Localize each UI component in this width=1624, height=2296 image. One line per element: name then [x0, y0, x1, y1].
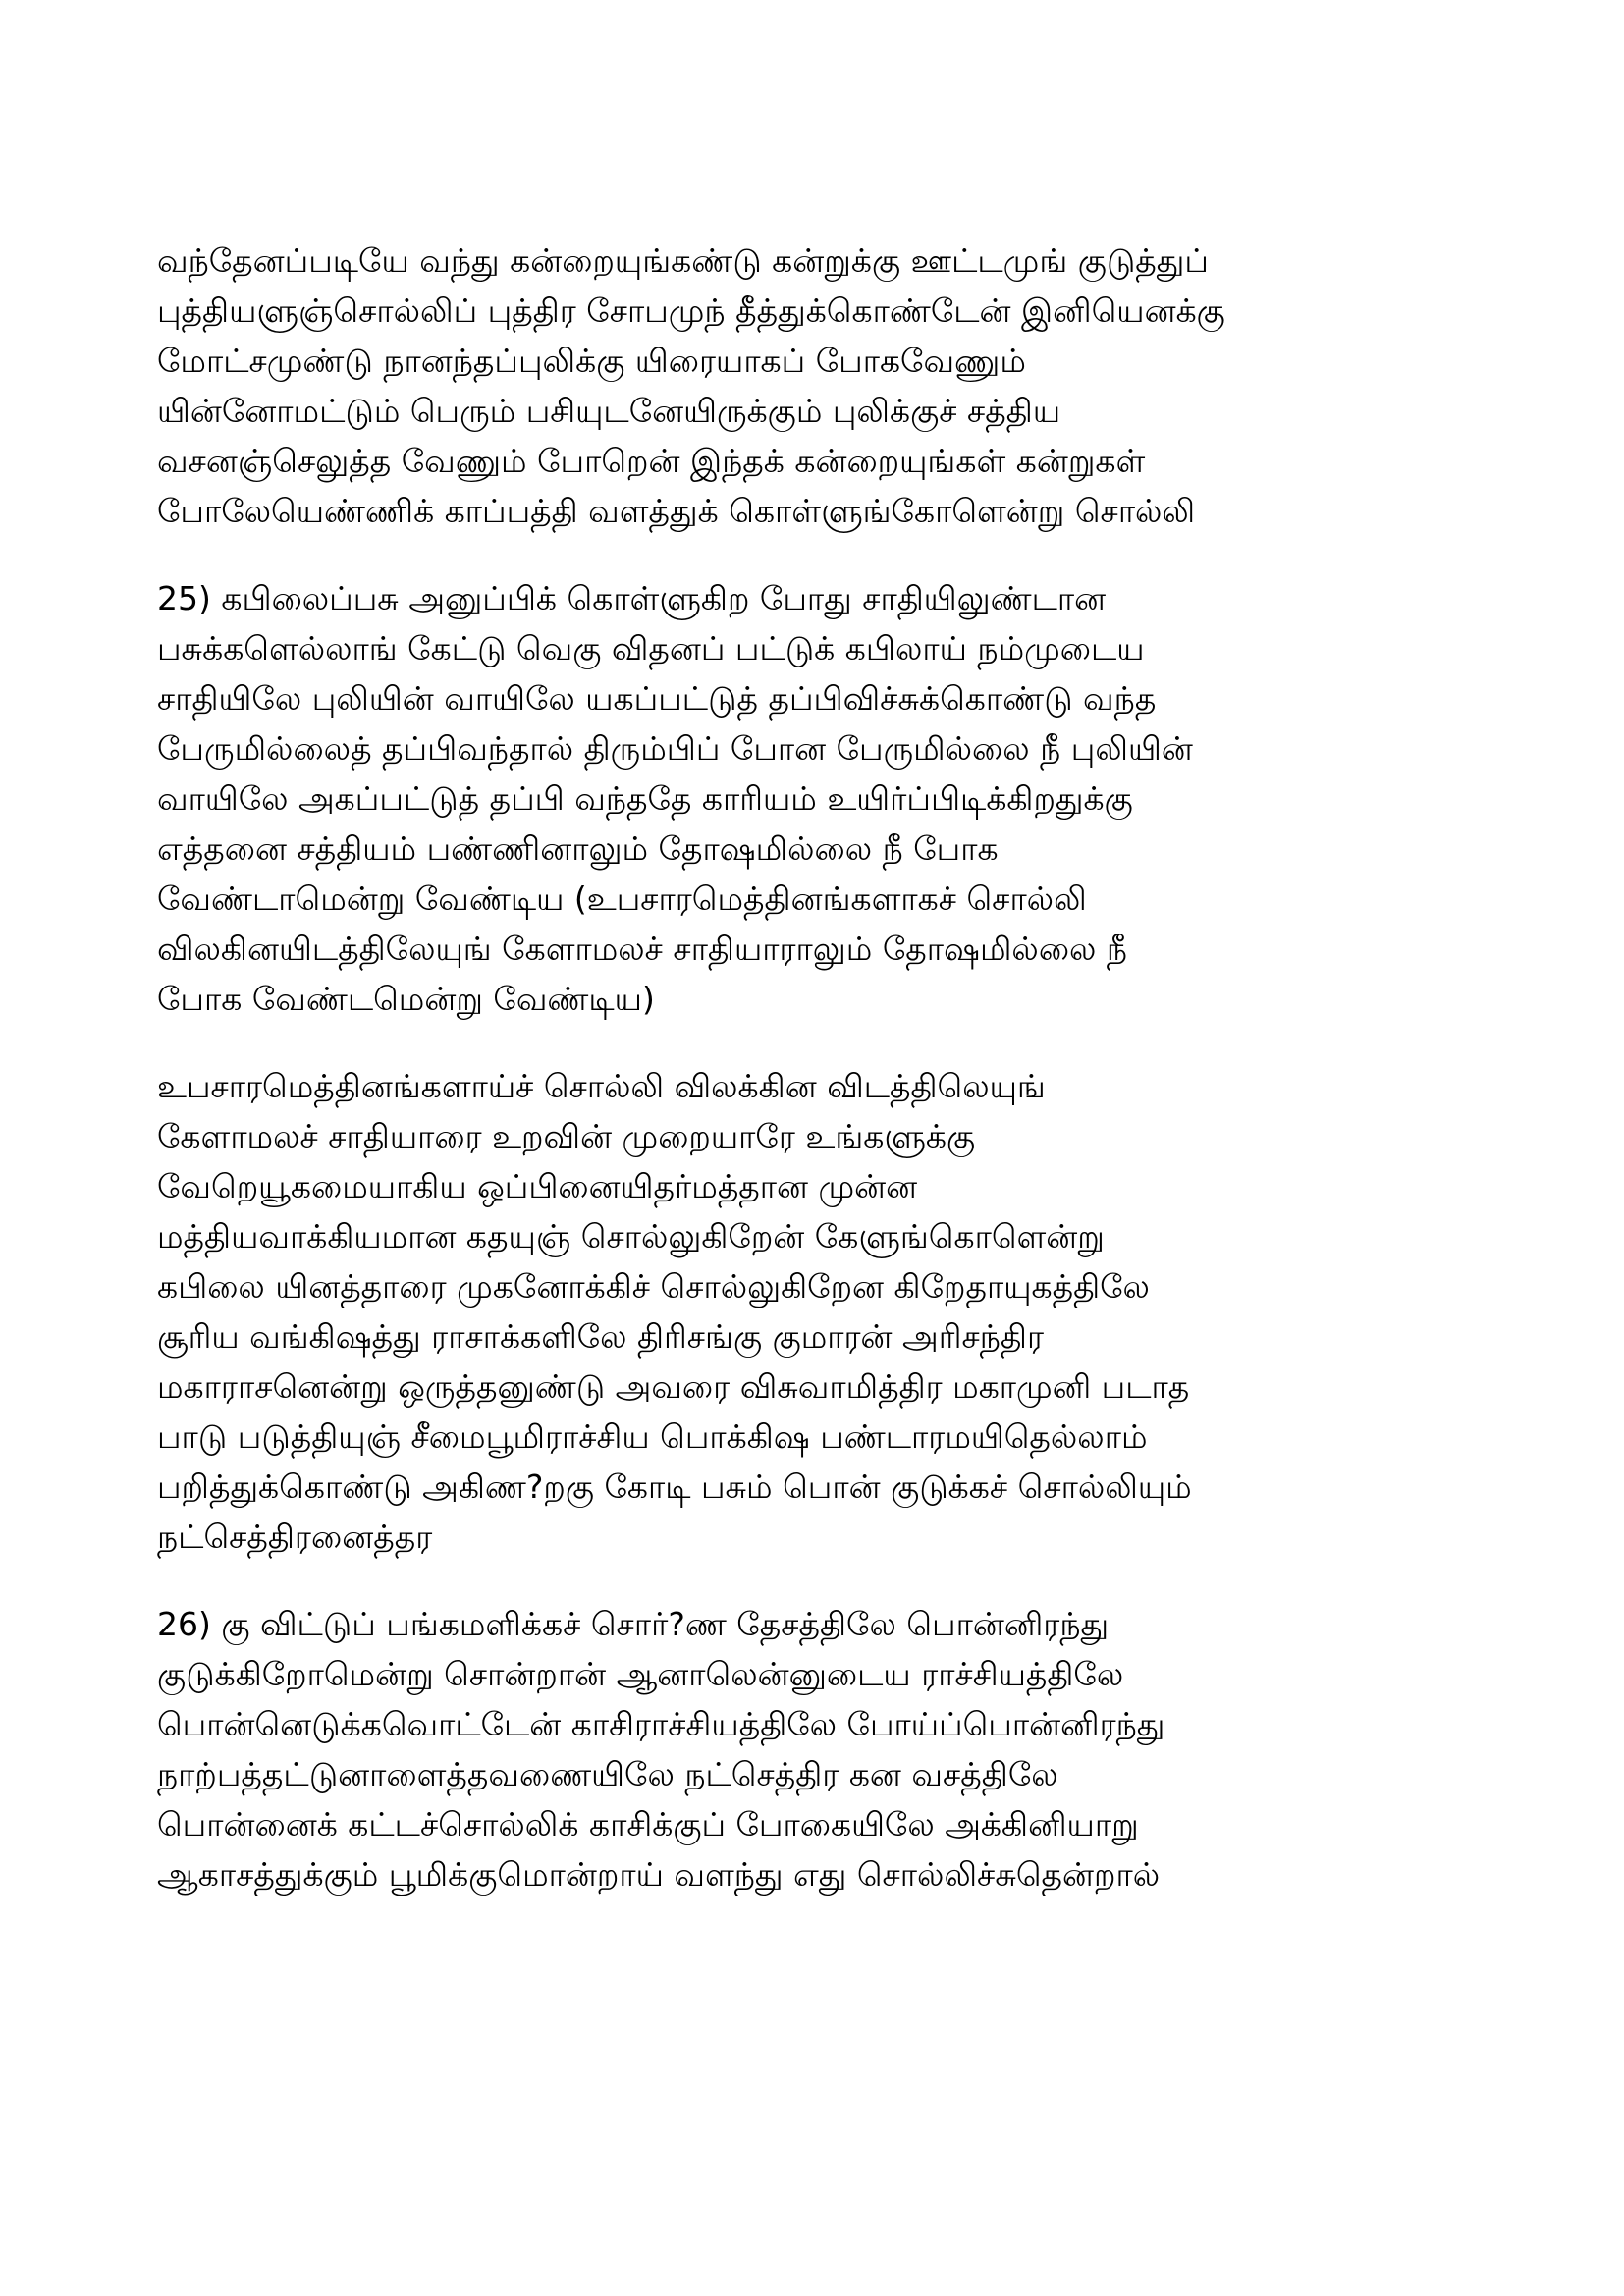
text-line: யின்னோமட்டும் பெரும் பசியுடனேயிருக்கும் புலிக்குச் சத்திய: [157, 392, 1061, 430]
paragraph-3: [157, 1061, 1502, 1562]
text-line: உபசாரமெத்தினங்களாய்ச் சொல்லி விலக்கின விடத்திலெயுங்: [157, 1067, 1046, 1105]
text-line: வேறெயூகமையாகிய ஒப்பினையிதர்மத்தான முன்ன: [157, 1167, 918, 1205]
text-line: நட்செத்திரனைத்தர: [157, 1518, 433, 1556]
text-line: நாற்பத்தட்டுனாளைத்தவணையிலே நட்செத்திர கன வசத்திலே: [157, 1755, 1058, 1793]
text-line: வாயிலே அகப்பட்டுத் தப்பி வந்ததே காரியம் உயிர்ப்பிடிக்கிறதுக்கு: [157, 779, 1133, 818]
text-line: பேருமில்லைத் தப்பிவந்தால் திரும்பிப் போன பேருமில்லை நீ புலியின்: [157, 729, 1193, 768]
text-line: கபிலை யினத்தாரை முகனோக்கிச் சொல்லுகிறேன கிறேதாயுகத்திலே: [157, 1267, 1150, 1306]
text-line: வசனஞ்செலுத்த வேணும் போறென் இந்தக் கன்றையுங்கள் கன்றுகள்: [157, 442, 1146, 480]
body-text: [157, 236, 1502, 1937]
text-line: 26) கு விட்டுப் பங்கமளிக்கச் சொர்?ண தேசத்திலே பொன்னிரந்து: [157, 1605, 1110, 1643]
text-line: புத்தியளுஞ்சொல்லிப் புத்திர சோபமுந் தீத்துக்கொண்டேன் இனியெனக்கு: [157, 292, 1225, 330]
text-line: பாடு படுத்தியுஞ் சீமைபூமிராச்சிய பொக்கிஷ பண்டாரமயிதெல்லாம்: [157, 1417, 1148, 1456]
text-line: பொன்னெடுக்கவொட்டேன் காசிராச்சியத்திலே போய்ப்பொன்னிரந்து: [157, 1705, 1165, 1743]
text-line: 25) கபிலைப்பசு அனுப்பிக் கொள்ளுகிற போது சாதியிலுண்டான: [157, 579, 1107, 617]
text-line: போலேயெண்ணிக் காப்பத்தி வளத்துக் கொள்ளுங்கோளென்று சொல்லி: [157, 492, 1196, 530]
text-line: சூரிய வங்கிஷத்து ராசாக்களிலே திரிசங்கு குமாரன் அரிசந்திர: [157, 1317, 1045, 1356]
text-line: குடுக்கிறோமென்று சொன்றான் ஆனாலென்னுடைய ராச்சியத்திலே: [157, 1655, 1124, 1693]
text-line: பொன்னைக் கட்டச்சொல்லிக் காசிக்குப் போகையிலே அக்கினியாறு: [157, 1805, 1139, 1843]
text-line: பசுக்களெல்லாங் கேட்டு வெகு விதனப் பட்டுக் கபிலாய் நம்முடைய: [157, 629, 1145, 667]
text-line: சாதியிலே புலியின் வாயிலே யகப்பட்டுத் தப்பிவிச்சுக்கொண்டு வந்த: [157, 679, 1157, 718]
text-line: கேளாமலச் சாதியாரை உறவின் முறையாரே உங்களுக்கு: [157, 1117, 976, 1155]
text-line: பறித்துக்கொண்டு அகிண?றகு கோடி பசும் பொன் குடுக்கச் சொல்லியும்: [157, 1468, 1192, 1506]
paragraph-26: [157, 1599, 1502, 1899]
paragraph-25: [157, 573, 1502, 1024]
text-line: மோட்சமுண்டு நானந்தப்புலிக்கு யிரையாகப் போகவேணும்: [157, 342, 1026, 380]
text-line: ஆகாசத்துக்கும் பூமிக்குமொன்றாய் வளந்து எது சொல்லிச்சுதென்றால்: [157, 1855, 1161, 1894]
text-line: மகாராசனென்று ஒருத்தனுண்டு அவரை விசுவாமித்திர மகாமுனி படாத: [157, 1367, 1190, 1406]
text-line: வந்தேனப்படியே வந்து கன்றையுங்கண்டு கன்றுக்கு ஊட்டமுங் குடுத்துப்: [157, 241, 1209, 280]
text-line: வேண்டாமென்று வேண்டிய (உபசாரமெத்தினங்களாகச் சொல்லி: [157, 880, 1087, 918]
text-line: எத்தனை சத்தியம் பண்ணினாலும் தோஷமில்லை நீ போக: [157, 829, 999, 868]
text-line: போக வேண்டமென்று வேண்டிய): [157, 980, 655, 1018]
text-line: மத்தியவாக்கியமான கதயுஞ் சொல்லுகிறேன் கேளுங்கொளென்று: [157, 1217, 1105, 1255]
paragraph-1: [157, 236, 1502, 536]
text-line: விலகினயிடத்திலேயுங் கேளாமலச் சாதியாராலும் தோஷமில்லை நீ: [157, 930, 1128, 968]
